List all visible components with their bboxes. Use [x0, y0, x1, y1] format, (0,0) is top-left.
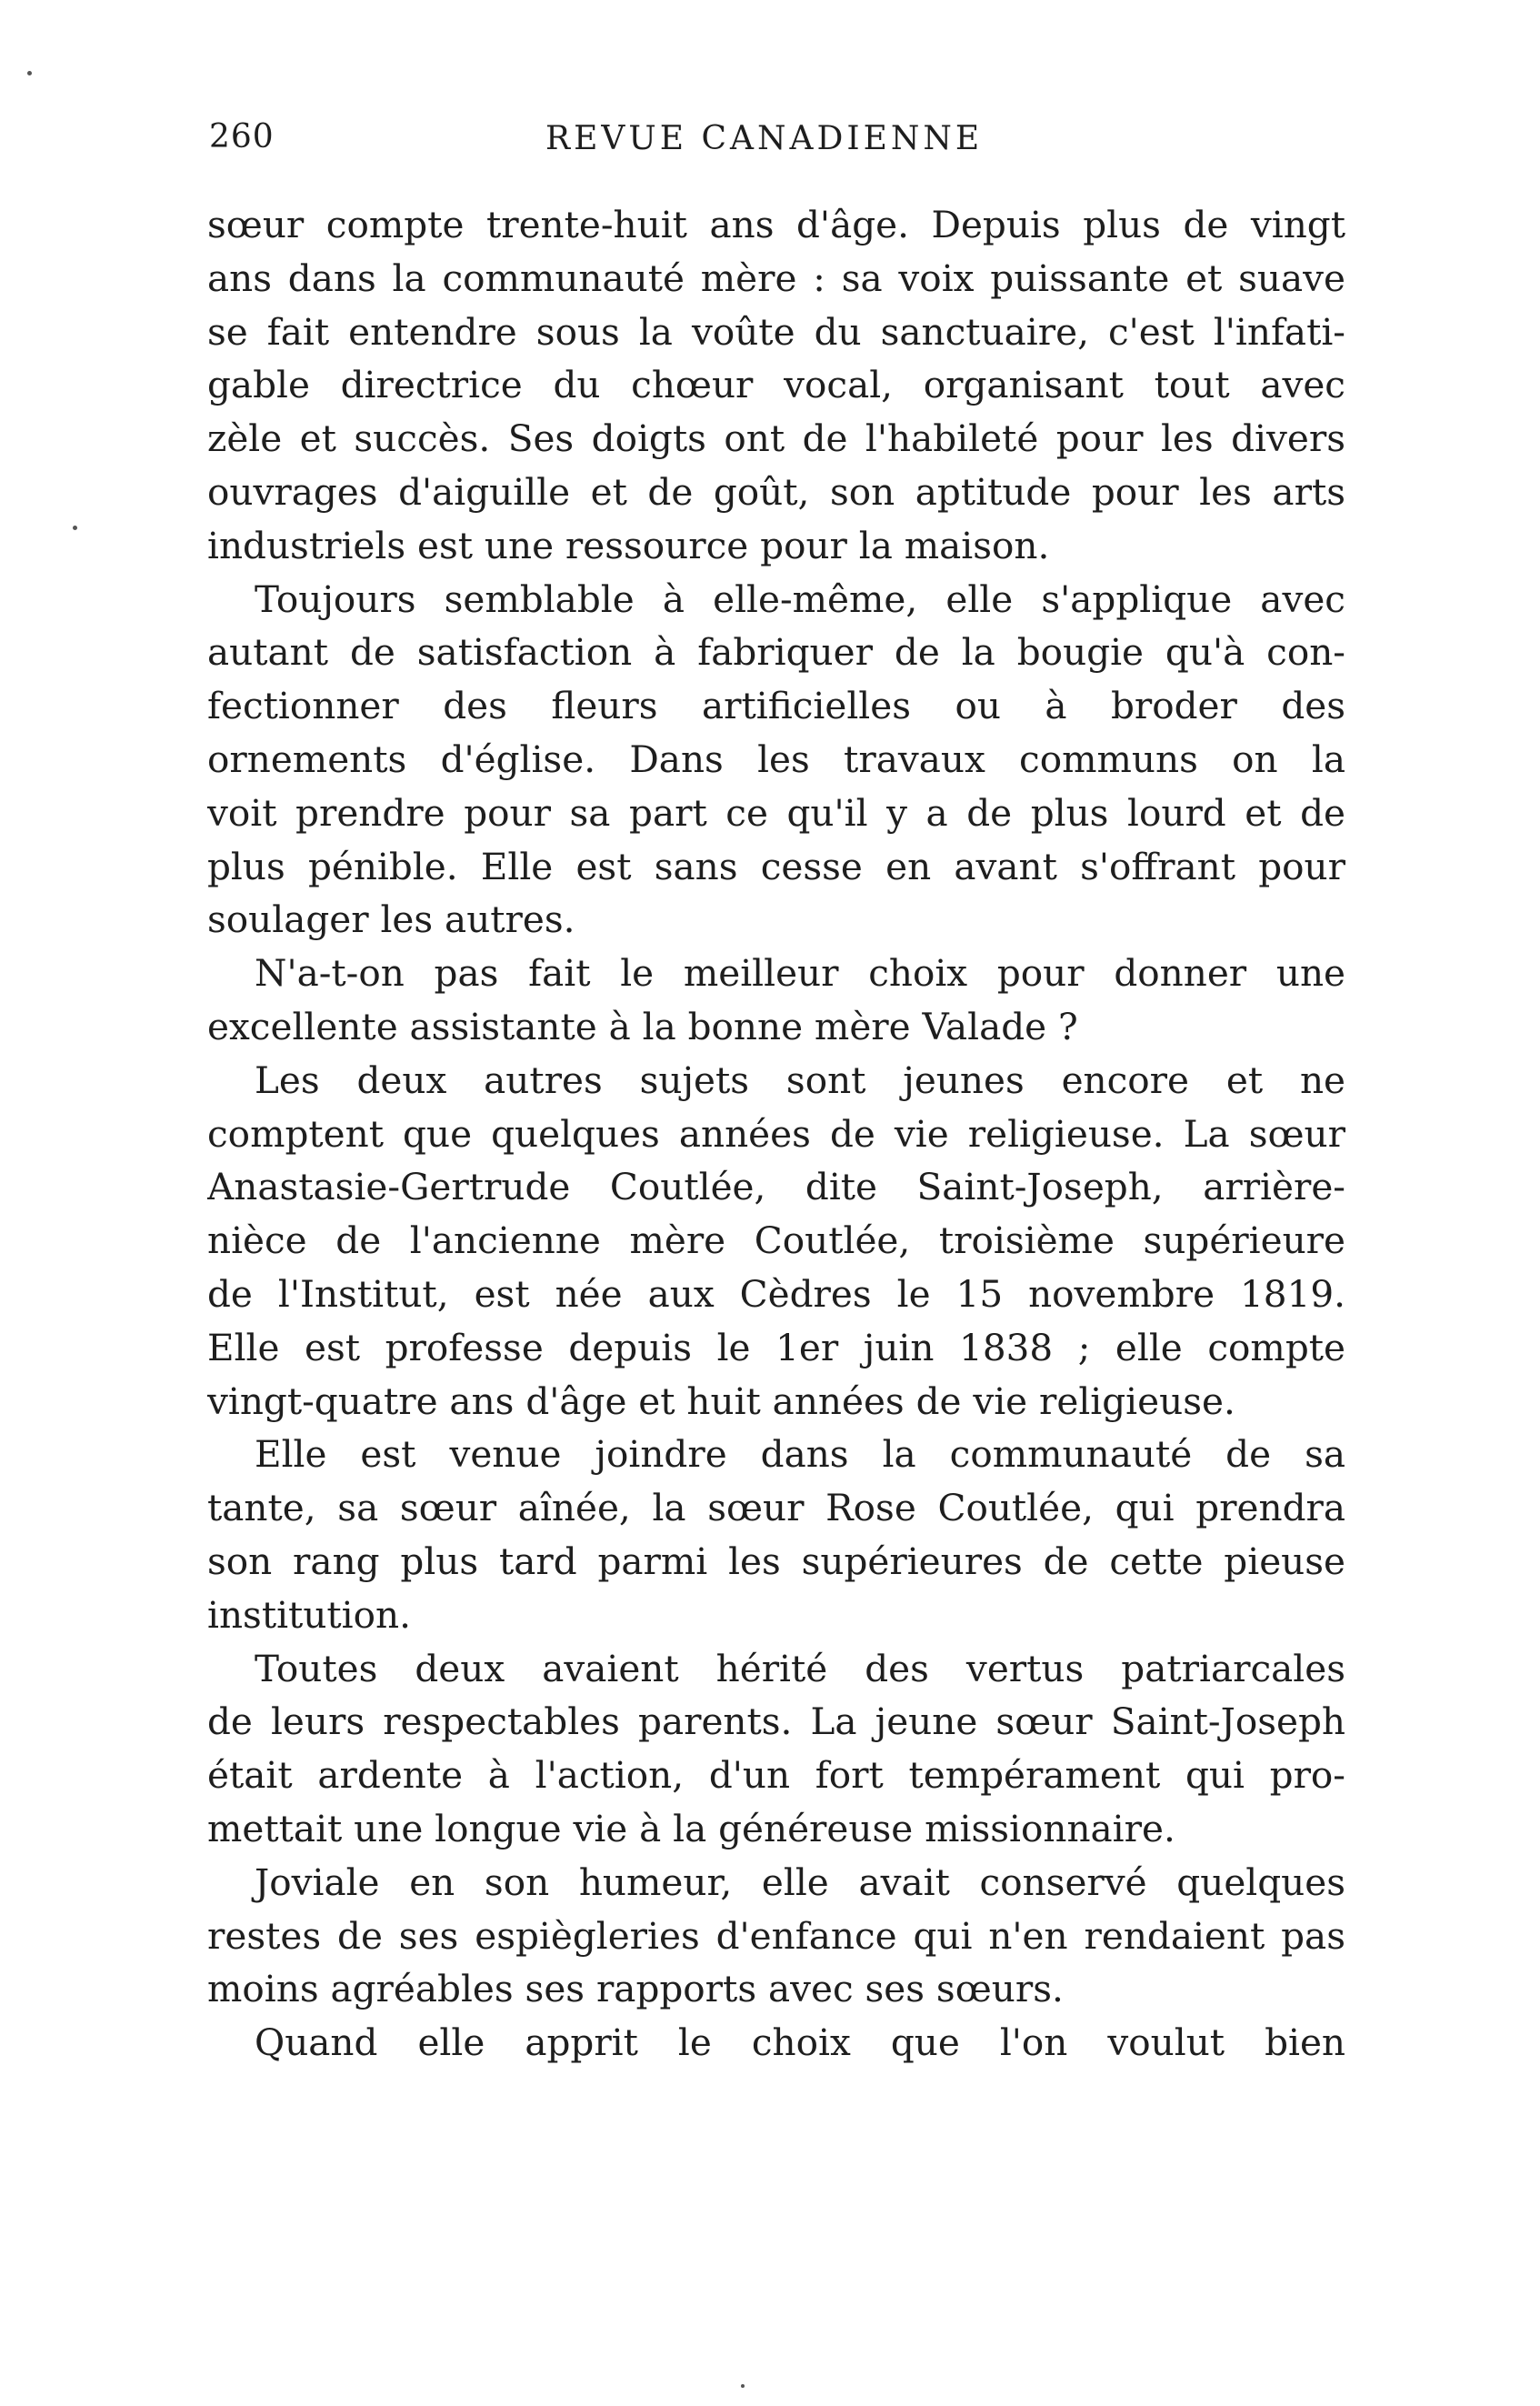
text-line: autant de satisfaction à fabriquer de la bougie qu'à con- [207, 630, 1345, 675]
text-line: mettait une longue vie à la généreuse missionnaire. [207, 1806, 1175, 1850]
page-number: 260 [209, 118, 275, 155]
text-line: Anastasie-Gertrude Coutlée, dite Saint-Joseph, arrière- [207, 1165, 1345, 1209]
text-line: son rang plus tard parmi les supérieures de cette pieuse [207, 1539, 1345, 1583]
text-line: restes de ses espiègleries d'enfance qui n'en rendaient pas [207, 1913, 1345, 1958]
text-line: industriels est une ressource pour la maison. [207, 523, 1050, 567]
running-head [209, 118, 1350, 173]
text-line: plus pénible. Elle est sans cesse en avant s'offrant pour [207, 844, 1345, 888]
text-line: ouvrages d'aiguille et de goût, son aptitude pour les arts [207, 469, 1345, 514]
paragraph-first-line: Quand elle apprit le choix que l'on voulut bien [255, 2020, 1345, 2065]
paragraph-first-line: Toutes deux avaient hérité des vertus patriarcales [255, 1646, 1345, 1690]
text-line: institution. [207, 1592, 411, 1637]
text-line: moins agréables ses rapports avec ses sœurs. [207, 1967, 1064, 2011]
text-line: tante, sa sœur aînée, la sœur Rose Coutlée, qui prendra [207, 1486, 1345, 1530]
text-line: excellente assistante à la bonne mère Valade ? [207, 1004, 1078, 1048]
text-line: voit prendre pour sa part ce qu'il y a de plus lourd et de [207, 790, 1345, 835]
text-line: zèle et succès. Ses doigts ont de l'habileté pour les divers [207, 416, 1345, 461]
text-line: ornements d'église. Dans les travaux communs on la [207, 737, 1345, 781]
scan-speck [73, 526, 77, 530]
paragraph-first-line: Joviale en son humeur, elle avait conservé quelques [255, 1860, 1345, 1904]
paragraph-first-line: N'a-t-on pas fait le meilleur choix pour donner une [255, 951, 1345, 996]
text-line: gable directrice du chœur vocal, organisant tout avec [207, 363, 1345, 407]
text-line: nièce de l'ancienne mère Coutlée, troisième supérieure [207, 1218, 1345, 1263]
text-line: comptent que quelques années de vie religieuse. La sœur [207, 1111, 1345, 1156]
text-line: de leurs respectables parents. La jeune sœur Saint-Joseph [207, 1699, 1345, 1744]
text-line: soulager les autres. [207, 897, 575, 942]
text-line: Elle est professe depuis le 1er juin 1838 ; elle compte [207, 1325, 1345, 1369]
body-text [207, 198, 1345, 2070]
text-line: se fait entendre sous la voûte du sanctuaire, c'est l'infati- [207, 309, 1345, 354]
paragraph-first-line: Les deux autres sujets sont jeunes encore et ne [255, 1058, 1345, 1102]
text-line: vingt-quatre ans d'âge et huit années de vie religieuse. [207, 1378, 1235, 1423]
text-line: de l'Institut, est née aux Cèdres le 15 novembre 1819. [207, 1271, 1345, 1316]
journal-title: REVUE CANADIENNE [545, 120, 984, 157]
text-line: sœur compte trente-huit ans d'âge. Depuis plus de vingt [207, 203, 1345, 246]
text-line: ans dans la communauté mère : sa voix puissante et suave [207, 256, 1345, 300]
paragraph-first-line: Elle est venue joindre dans la communauté de sa [255, 1432, 1345, 1477]
text-line: fectionner des fleurs artificielles ou à broder des [207, 684, 1345, 728]
paragraph-first-line: Toujours semblable à elle-même, elle s'applique avec [255, 576, 1345, 621]
scan-speck [27, 71, 32, 75]
text-line: était ardente à l'action, d'un fort tempérament qui pro- [207, 1753, 1345, 1798]
scan-speck [741, 2384, 745, 2388]
